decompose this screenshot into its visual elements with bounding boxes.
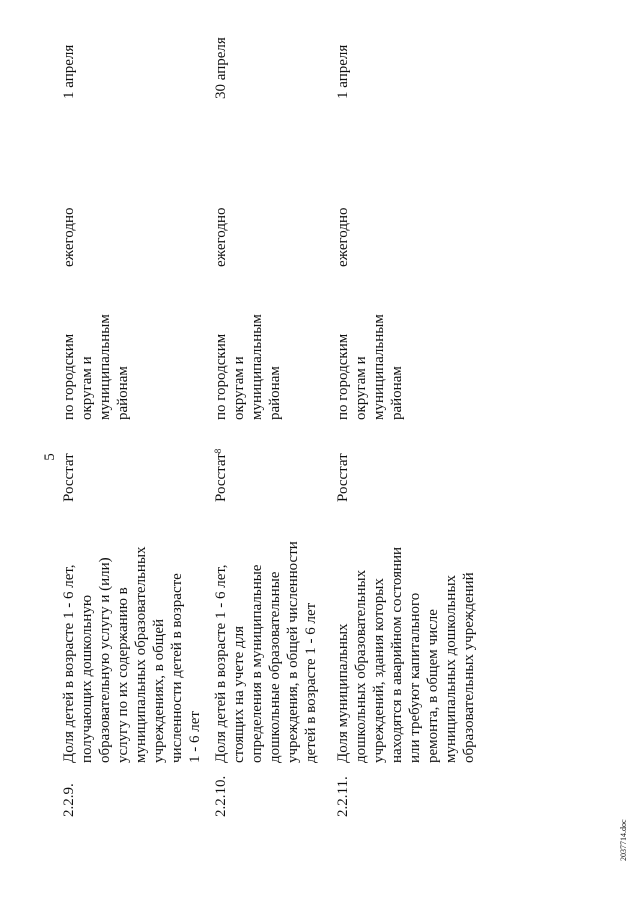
description-line: учреждениях, в общей — [151, 618, 167, 763]
row-number: 2.2.11. — [335, 776, 351, 817]
row-description — [334, 523, 478, 763]
level-line: муниципальным — [97, 314, 113, 420]
level-line: по городским — [61, 333, 77, 420]
description-line: получающих дошкольную — [79, 594, 95, 763]
description-line: определения в муниципальные — [249, 564, 265, 763]
description-line: численности детей в возрасте — [169, 573, 185, 763]
source-footnote: 8 — [213, 448, 223, 454]
row-description — [212, 523, 320, 763]
footer-document-id: 2037714.doc — [619, 819, 628, 861]
level-line: по городским — [335, 333, 351, 420]
description-line: Доля детей в возрасте 1 - 6 лет, — [213, 564, 229, 763]
level-line: районам — [389, 366, 405, 420]
description-line: учреждений, здания которых — [371, 578, 387, 763]
description-line: детей в возрасте 1 - 6 лет — [303, 602, 319, 763]
level-line: округам и — [353, 356, 369, 420]
description-line: услугу по их содержанию в — [115, 587, 131, 763]
description-line: образовательную услугу и (или) — [97, 557, 113, 763]
row-level — [334, 280, 406, 420]
description-line: находятся в аварийном состоянии — [389, 546, 405, 763]
description-line: 1 - 6 лет — [187, 711, 203, 763]
row-frequency: ежегодно — [61, 207, 77, 267]
description-line: учреждения, в общей численности — [285, 541, 301, 763]
row-deadline: 30 апреля — [213, 37, 229, 99]
source-text: Росстат — [335, 453, 351, 502]
row-level — [60, 280, 132, 420]
description-line: муниципальных дошкольных — [443, 574, 459, 763]
description-line: дошкольные образовательные — [267, 571, 283, 763]
source-text: Росстат — [213, 453, 229, 502]
level-line: муниципальным — [371, 314, 387, 420]
description-line: или требуют капитального — [407, 592, 423, 763]
row-frequency: ежегодно — [335, 207, 351, 267]
description-line: дошкольных образовательных — [353, 569, 369, 763]
row-level — [212, 280, 284, 420]
row-frequency: ежегодно — [213, 207, 229, 267]
source-text: Росстат — [61, 453, 77, 502]
row-number: 2.2.10. — [213, 775, 229, 817]
row-deadline: 1 апреля — [61, 44, 77, 99]
row-deadline: 1 апреля — [335, 44, 351, 99]
level-line: районам — [115, 366, 131, 420]
level-line: муниципальным — [249, 314, 265, 420]
level-line: районам — [267, 366, 283, 420]
row-description — [60, 523, 204, 763]
description-line: ремонта, в общем числе — [425, 609, 441, 763]
row-number: 2.2.9. — [61, 783, 77, 817]
level-line: по городским — [213, 333, 229, 420]
description-line: Доля муниципальных — [335, 623, 351, 763]
description-line: образовательных учреждений — [461, 572, 477, 763]
page-number: 5 — [42, 453, 58, 461]
level-line: округам и — [231, 356, 247, 420]
description-line: стоящих на учете для — [231, 625, 247, 763]
description-line: Доля детей в возрасте 1 - 6 лет, — [61, 564, 77, 763]
description-line: муниципальных образовательных — [133, 546, 149, 763]
level-line: округам и — [79, 356, 95, 420]
